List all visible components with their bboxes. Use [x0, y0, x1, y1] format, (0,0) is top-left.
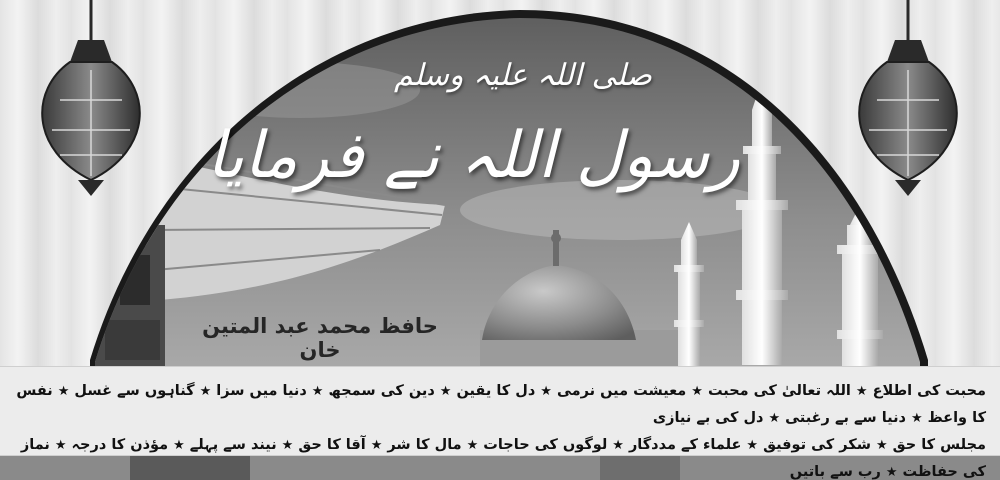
star-separator-icon: ★ [173, 438, 185, 453]
topic-item: دنیا سے بے رغبتی [785, 410, 906, 426]
calligraphy-title [206, 40, 740, 230]
topic-item: محبت کی اطلاع [872, 383, 986, 399]
star-separator-icon: ★ [911, 411, 923, 426]
topic-item: دل کا یقین [456, 383, 536, 399]
topic-item: نفس کا واعظ [16, 383, 986, 426]
topics-list [14, 378, 986, 480]
topic-item: اللہ تعالیٰ کی محبت [707, 383, 851, 399]
topic-item: مؤذن کا درجہ [71, 437, 169, 453]
topic-item: دین کی سمجھ [328, 383, 435, 399]
star-separator-icon: ★ [57, 384, 70, 399]
topic-item: دل کی بے نیازی [652, 410, 764, 426]
topics-line-1 [14, 378, 986, 432]
title-honorific: صلی اللہ علیہ وسلم [394, 58, 652, 93]
topic-item: لوگوں کی حاجات [483, 437, 608, 453]
topic-item: نماز کی حفاظت [20, 437, 986, 480]
hanging-lantern-right [859, 0, 957, 196]
star-separator-icon: ★ [540, 384, 552, 399]
star-separator-icon: ★ [612, 438, 624, 453]
star-separator-icon: ★ [876, 438, 888, 453]
star-separator-icon: ★ [439, 384, 452, 399]
star-separator-icon: ★ [370, 438, 383, 453]
star-separator-icon: ★ [281, 438, 294, 453]
topic-item: گناہوں سے غسل [74, 383, 195, 399]
star-separator-icon: ★ [691, 384, 703, 399]
topic-item: دنیا میں سزا [216, 383, 307, 399]
topic-item: رب سے باتیں [789, 464, 881, 480]
topic-item: مجلس کا حق [892, 437, 986, 453]
star-separator-icon: ★ [855, 384, 868, 399]
topic-item: شکر کی توفیق [763, 437, 871, 453]
title-main: رسول اللہ نے فرمایا [206, 119, 740, 193]
star-separator-icon: ★ [54, 438, 67, 453]
star-separator-icon: ★ [311, 384, 324, 399]
star-separator-icon: ★ [199, 384, 212, 399]
author-name: حافظ محمد عبد المتین خان [202, 314, 438, 362]
topic-item: علماء کے مددگار [628, 437, 742, 453]
topic-item: نیند سے پہلے [189, 437, 277, 453]
topics-line-2 [14, 432, 986, 480]
topic-item: معیشت میں نرمی [556, 383, 687, 399]
star-separator-icon: ★ [885, 465, 898, 480]
star-separator-icon: ★ [768, 411, 781, 426]
star-separator-icon: ★ [466, 438, 479, 453]
hanging-lantern-left [42, 0, 140, 196]
star-separator-icon: ★ [746, 438, 759, 453]
topic-item: آقا کا حق [298, 437, 366, 453]
topic-item: مال کا شر [387, 437, 462, 453]
